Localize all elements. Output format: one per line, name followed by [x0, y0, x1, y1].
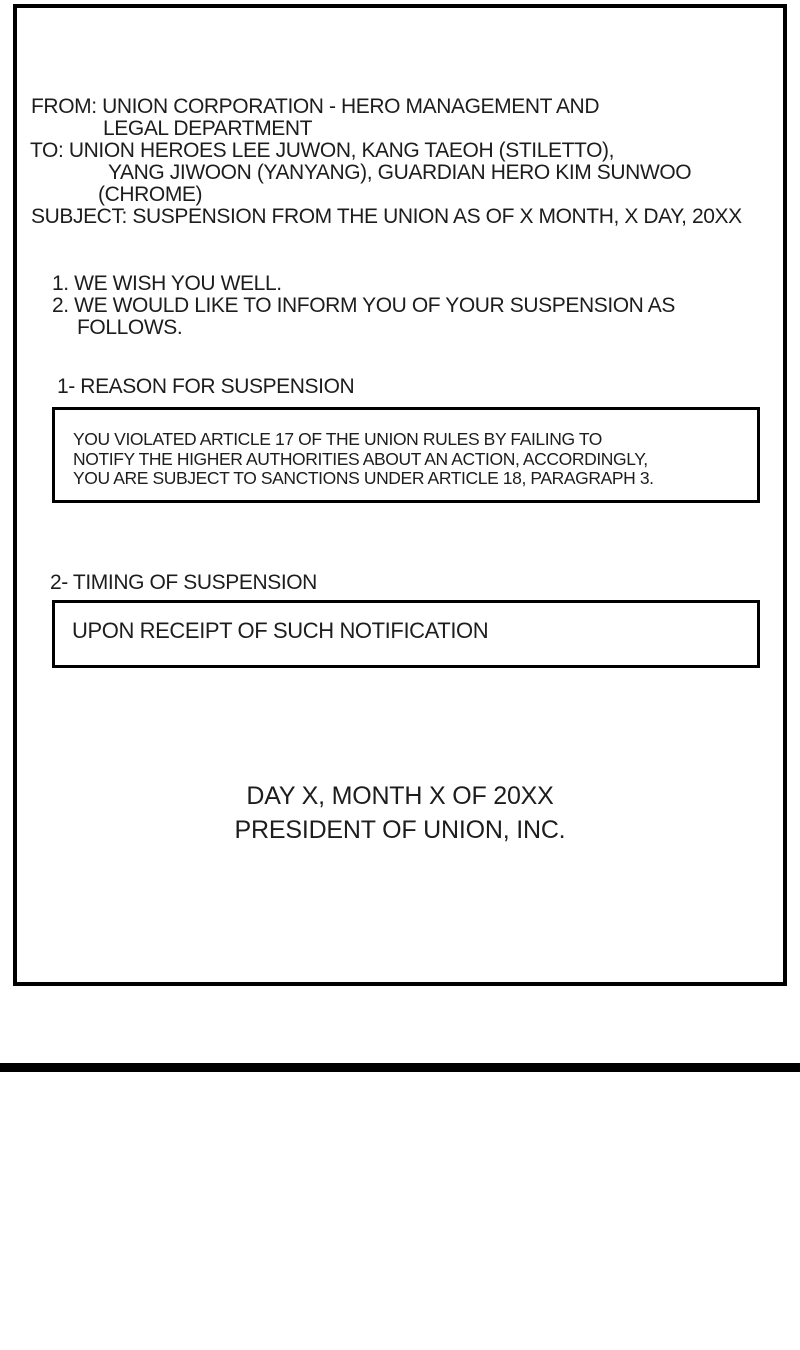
reason-text-line-1: YOU VIOLATED ARTICLE 17 OF THE UNION RULES BY FAILING TO [73, 429, 603, 449]
body-item-2-continuation: FOLLOWS. [77, 316, 183, 339]
from-line: FROM: UNION CORPORATION - HERO MANAGEMENT AND [31, 95, 600, 118]
from-line-continuation: LEGAL DEPARTMENT [103, 117, 313, 140]
subject-line: SUBJECT: SUSPENSION FROM THE UNION AS OF X MONTH, X DAY, 20XX [31, 205, 742, 228]
signature-block [17, 779, 783, 847]
to-line: TO: UNION HEROES LEE JUWON, KANG TAEOH (STILETTO), [30, 139, 615, 162]
to-line-continuation: YANG JIWOON (YANYANG), GUARDIAN HERO KIM SUNWOO [108, 161, 692, 184]
suspension-notice-letter [13, 4, 787, 986]
panel-divider-bar [0, 1063, 800, 1072]
body-item-1: 1. WE WISH YOU WELL. [52, 272, 282, 295]
reason-text-line-3: YOU ARE SUBJECT TO SANCTIONS UNDER ARTICLE 18, PARAGRAPH 3. [73, 468, 654, 488]
body-item-2: 2. WE WOULD LIKE TO INFORM YOU OF YOUR SUSPENSION AS [52, 294, 675, 317]
timing-text-line: UPON RECEIPT OF SUCH NOTIFICATION [72, 618, 489, 643]
signature-date-line: DAY X, MONTH X OF 20XX [246, 782, 554, 810]
reason-text-line-2: NOTIFY THE HIGHER AUTHORITIES ABOUT AN ACTION, ACCORDINGLY, [73, 448, 648, 469]
signature-signer-line: PRESIDENT OF UNION, INC. [234, 816, 566, 844]
letter-header [17, 96, 783, 228]
to-line-continuation-2: (CHROME) [98, 183, 203, 206]
section-1-heading: 1- REASON FOR SUSPENSION [57, 375, 355, 398]
section-2-heading: 2- TIMING OF SUSPENSION [50, 571, 317, 594]
letter-body-list [17, 273, 783, 339]
reason-box [52, 407, 760, 503]
timing-box [52, 600, 760, 668]
